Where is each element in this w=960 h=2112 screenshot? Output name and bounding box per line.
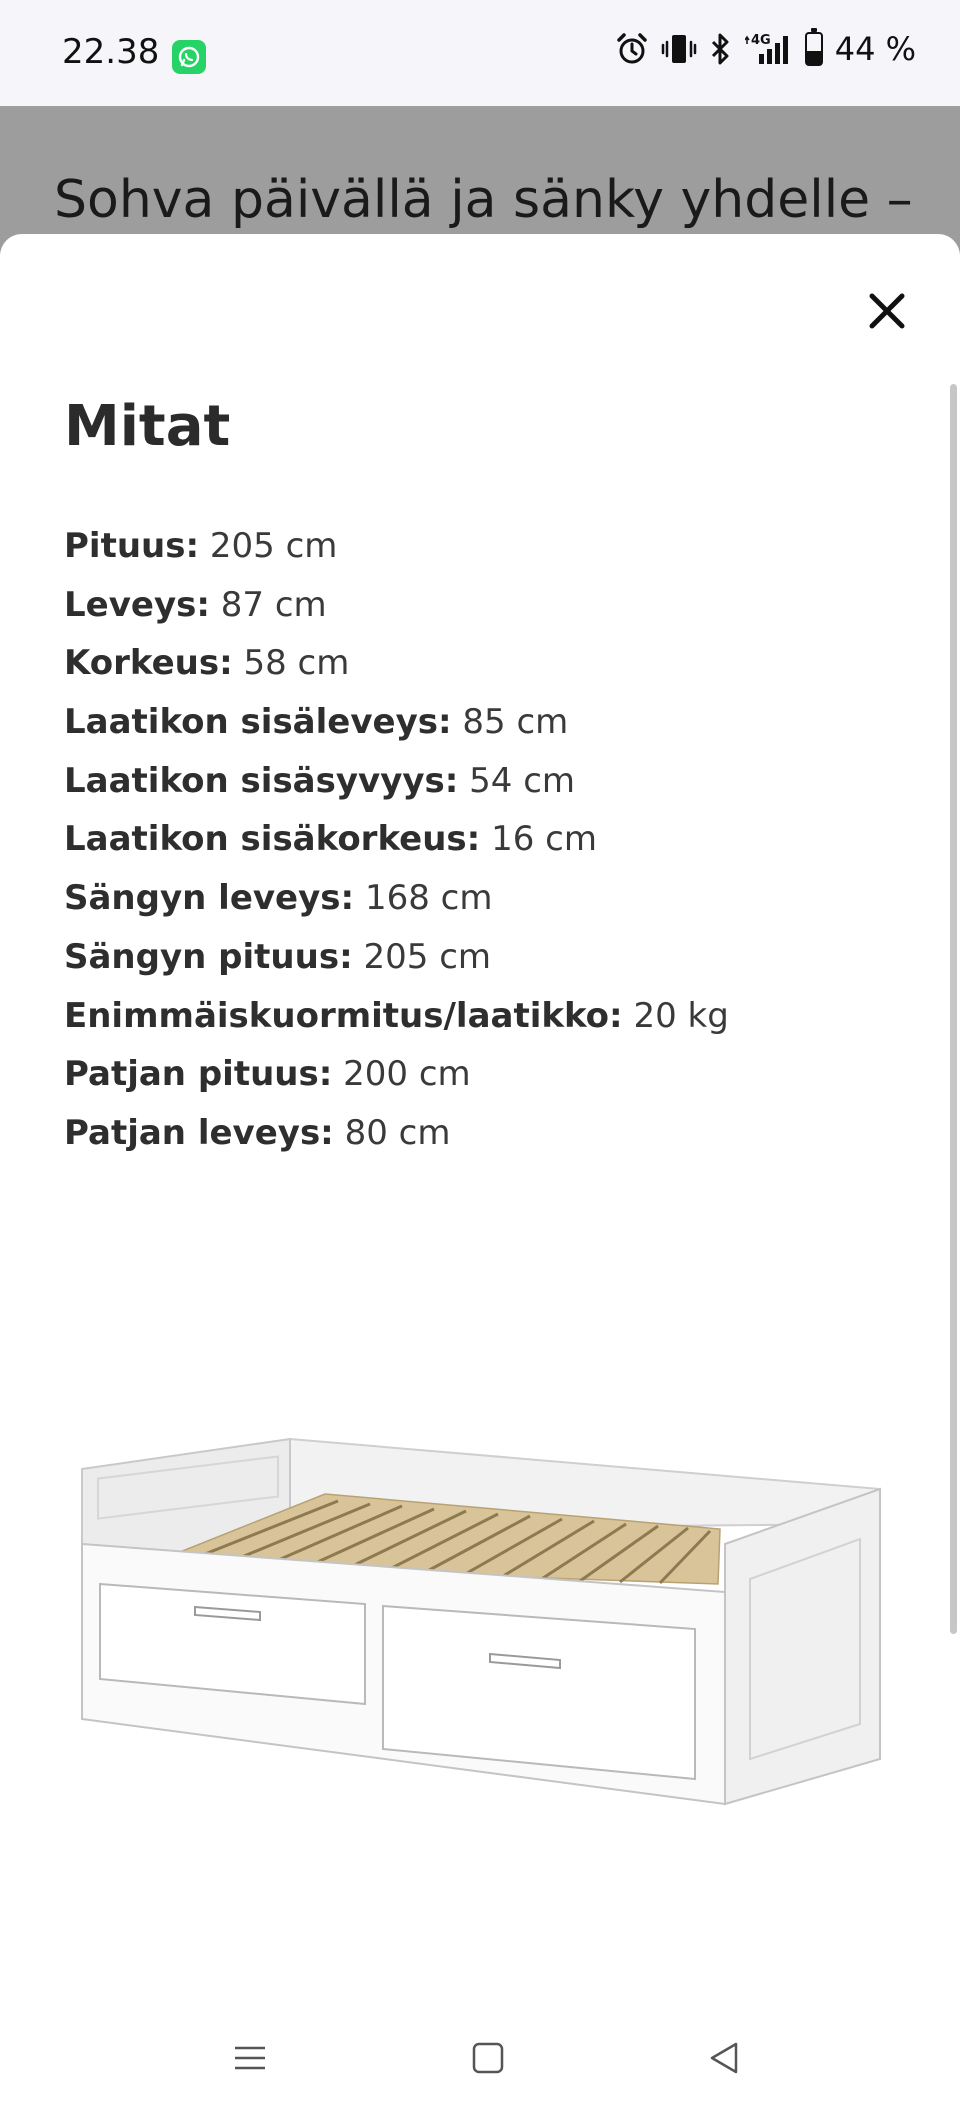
dimension-row [64,987,729,1046]
dimension-label: Patjan leveys: [64,1112,334,1153]
product-title: Sohva päivällä ja sänky yhdelle – [54,170,913,230]
sheet-title: Mitat [64,394,231,459]
dimension-label: Leveys: [64,584,210,625]
battery-level [807,51,821,64]
dimension-value: 200 cm [343,1054,471,1095]
back-icon[interactable] [706,2040,742,2076]
close-button[interactable] [860,284,914,338]
dimension-label: Korkeus: [64,643,233,684]
network-label: 4G [750,33,771,48]
close-icon [860,284,914,338]
dimension-value: 87 cm [220,584,327,625]
whatsapp-icon [172,40,206,74]
dimension-value: 80 cm [344,1112,451,1153]
dimension-row [64,752,729,811]
dimension-value: 85 cm [462,702,569,743]
dimension-label: Laatikon sisäleveys: [64,702,452,743]
dimension-row [64,810,729,869]
navigation-bar [0,2010,960,2112]
dimension-row [64,1104,729,1163]
dimension-row [64,634,729,693]
dimension-row [64,517,729,576]
dimension-row [64,693,729,752]
dimension-row [64,928,729,987]
dimension-value: 20 kg [633,995,729,1036]
home-icon[interactable] [470,2040,506,2076]
scrollbar[interactable] [950,384,957,1634]
daybed-product-image [70,1434,890,1814]
dimension-row [64,869,729,928]
dimension-label: Pituus: [64,526,200,566]
dimension-value: 54 cm [469,760,576,801]
battery-icon [805,32,823,66]
dimension-label: Sängyn leveys: [64,878,355,919]
dimensions-sheet [0,234,960,2112]
dimension-value: 58 cm [243,643,350,684]
dimension-label: Laatikon sisäkorkeus: [64,819,481,860]
status-bar [0,0,960,106]
status-icons [615,30,916,68]
bluetooth-icon [709,32,733,66]
dimension-label: Laatikon sisäsyvyys: [64,760,459,801]
dimension-label: Enimmäiskuormitus/laatikko: [64,995,623,1036]
dimension-label: Patjan pituus: [64,1054,333,1095]
dimensions-list [64,517,729,1163]
dimension-row [64,1045,729,1104]
dimension-value: 205 cm [363,936,492,977]
alarm-icon [615,32,649,66]
dimension-value: 205 cm [209,526,338,566]
dimension-label: Sängyn pituus: [64,936,353,977]
menu-icon[interactable] [232,2040,268,2076]
dimension-row [64,576,729,635]
dimension-value: 16 cm [491,819,597,860]
signal-icon [745,32,793,66]
dimension-value: 168 cm [364,878,493,919]
vibrate-icon [661,32,697,66]
battery-percent: 44 % [834,30,916,68]
status-time: 22.38 [62,32,160,72]
